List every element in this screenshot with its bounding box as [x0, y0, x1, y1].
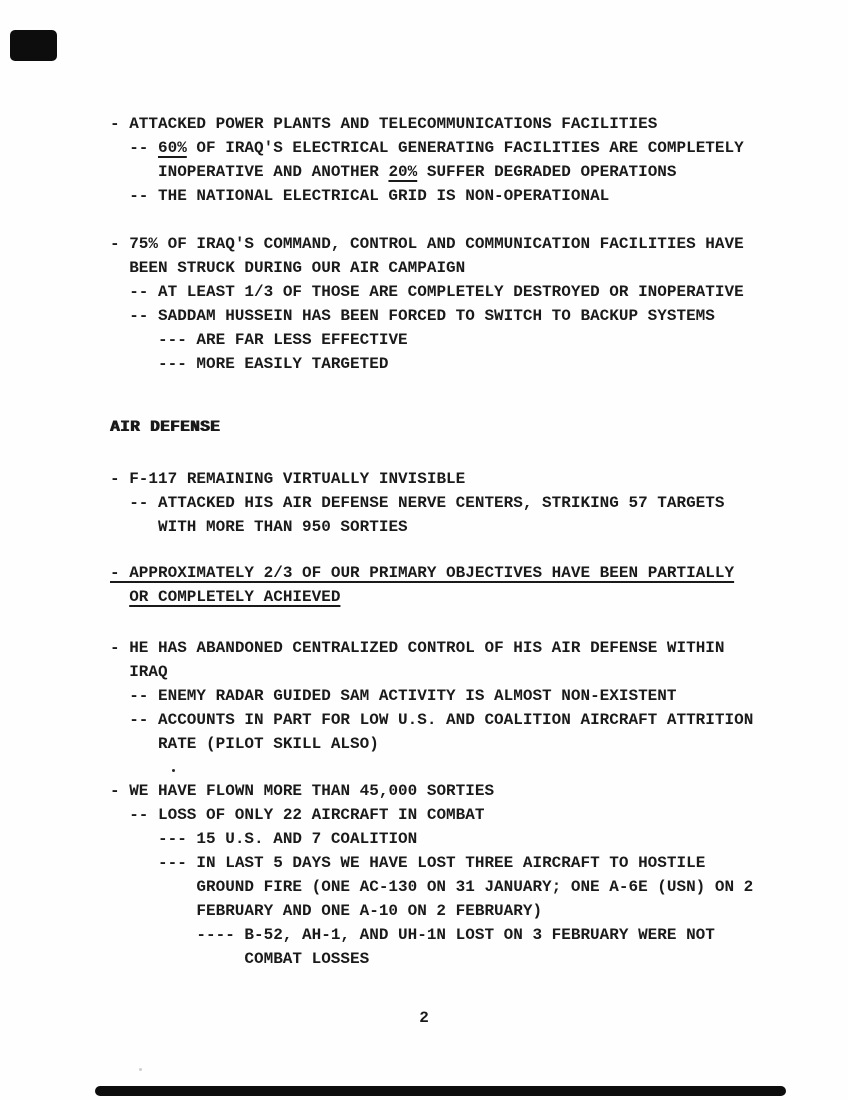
doc-line — [110, 708, 753, 732]
doc-line — [110, 899, 753, 923]
text-run: WITH MORE THAN 950 SORTIES — [158, 518, 408, 536]
doc-line — [110, 732, 753, 756]
text-run: BEEN STRUCK DURING OUR AIR CAMPAIGN — [129, 259, 466, 277]
text-run: --- IN LAST 5 DAYS WE HAVE LOST THREE AIRCRAFT TO HOSTILE — [158, 854, 706, 872]
bullet-block — [110, 561, 734, 609]
doc-line — [110, 684, 753, 708]
doc-line — [110, 112, 744, 136]
text-run: GROUND FIRE (ONE AC-130 ON 31 JANUARY; ONE A-6E (USN) ON 2 — [196, 878, 754, 896]
doc-line — [110, 923, 753, 947]
doc-line — [110, 515, 724, 539]
doc-line — [110, 304, 744, 328]
doc-line — [110, 851, 753, 875]
text-run: -- THE NATIONAL ELECTRICAL GRID IS NON-OPERATIONAL — [129, 187, 610, 205]
doc-line — [110, 585, 734, 609]
bullet-block — [110, 467, 724, 539]
bullet-block — [110, 636, 753, 756]
text-run: -- AT LEAST 1/3 OF THOSE ARE COMPLETELY DESTROYED OR INOPERATIVE — [129, 283, 744, 301]
doc-line — [110, 827, 753, 851]
text-run: OF IRAQ'S ELECTRICAL GENERATING FACILITIES ARE COMPLETELY — [186, 139, 744, 157]
text-run: - 75% OF IRAQ'S COMMAND, CONTROL AND COMMUNICATION FACILITIES HAVE — [110, 235, 744, 253]
doc-line — [110, 803, 753, 827]
text-run: - ATTACKED POWER PLANTS AND TELECOMMUNICATIONS FACILITIES — [110, 115, 658, 133]
doc-line — [110, 328, 744, 352]
text-run: AIR DEFENSE — [110, 418, 221, 436]
underlined-text: 20% — [388, 163, 418, 181]
text-run: -- ENEMY RADAR GUIDED SAM ACTIVITY IS ALMOST NON-EXISTENT — [129, 687, 677, 705]
text-run: -- SADDAM HUSSEIN HAS BEEN FORCED TO SWITCH TO BACKUP SYSTEMS — [129, 307, 715, 325]
doc-line — [110, 184, 744, 208]
text-run: RATE (PILOT SKILL ALSO) — [158, 735, 379, 753]
doc-line — [110, 875, 753, 899]
doc-line — [110, 467, 724, 491]
underlined-text: 60% — [158, 139, 187, 157]
scan-bar-bottom — [95, 1086, 786, 1096]
text-run: INOPERATIVE AND ANOTHER — [158, 163, 389, 181]
doc-line — [110, 415, 220, 439]
stray-period-mark — [172, 769, 175, 772]
text-run: IRAQ — [129, 663, 168, 681]
bullet-block — [110, 112, 744, 208]
text-run: ---- B-52, AH-1, AND UH-1N LOST ON 3 FEBRUARY WERE NOT — [196, 926, 715, 944]
text-run: - F-117 REMAINING VIRTUALLY INVISIBLE — [110, 470, 466, 488]
text-run: --- ARE FAR LESS EFFECTIVE — [158, 331, 408, 349]
doc-line — [110, 779, 753, 803]
text-run: --- 15 U.S. AND 7 COALITION — [158, 830, 418, 848]
underlined-text: - APPROXIMATELY 2/3 OF OUR PRIMARY OBJECTIVES HAVE BEEN PARTIALLY — [110, 564, 735, 582]
doc-line — [110, 280, 744, 304]
scan-speck — [139, 1068, 142, 1071]
text-run: - WE HAVE FLOWN MORE THAN 45,000 SORTIES — [110, 782, 495, 800]
page-number: 2 — [419, 1009, 429, 1027]
doc-line — [110, 660, 753, 684]
doc-line — [110, 636, 753, 660]
bullet-block — [110, 779, 753, 971]
section-heading — [110, 415, 220, 439]
doc-line — [110, 136, 744, 160]
doc-line — [110, 232, 744, 256]
doc-line — [110, 160, 744, 184]
text-run: - HE HAS ABANDONED CENTRALIZED CONTROL OF HIS AIR DEFENSE WITHIN — [110, 639, 725, 657]
bullet-block — [110, 232, 744, 376]
text-run: -- ACCOUNTS IN PART FOR LOW U.S. AND COALITION AIRCRAFT ATTRITION — [129, 711, 754, 729]
text-run: SUFFER DEGRADED OPERATIONS — [417, 163, 677, 181]
doc-line — [110, 256, 744, 280]
text-run: -- LOSS OF ONLY 22 AIRCRAFT IN COMBAT — [129, 806, 485, 824]
doc-line — [110, 561, 734, 585]
underlined-text: OR COMPLETELY ACHIEVED — [129, 588, 341, 606]
doc-line — [110, 491, 724, 515]
text-run: -- — [129, 139, 158, 157]
text-run: COMBAT LOSSES — [244, 950, 370, 968]
text-run: -- ATTACKED HIS AIR DEFENSE NERVE CENTERS, STRIKING 57 TARGETS — [129, 494, 725, 512]
text-run: FEBRUARY AND ONE A-10 ON 2 FEBRUARY) — [196, 902, 543, 920]
doc-line — [110, 352, 744, 376]
doc-line — [110, 947, 753, 971]
text-run: --- MORE EASILY TARGETED — [158, 355, 389, 373]
